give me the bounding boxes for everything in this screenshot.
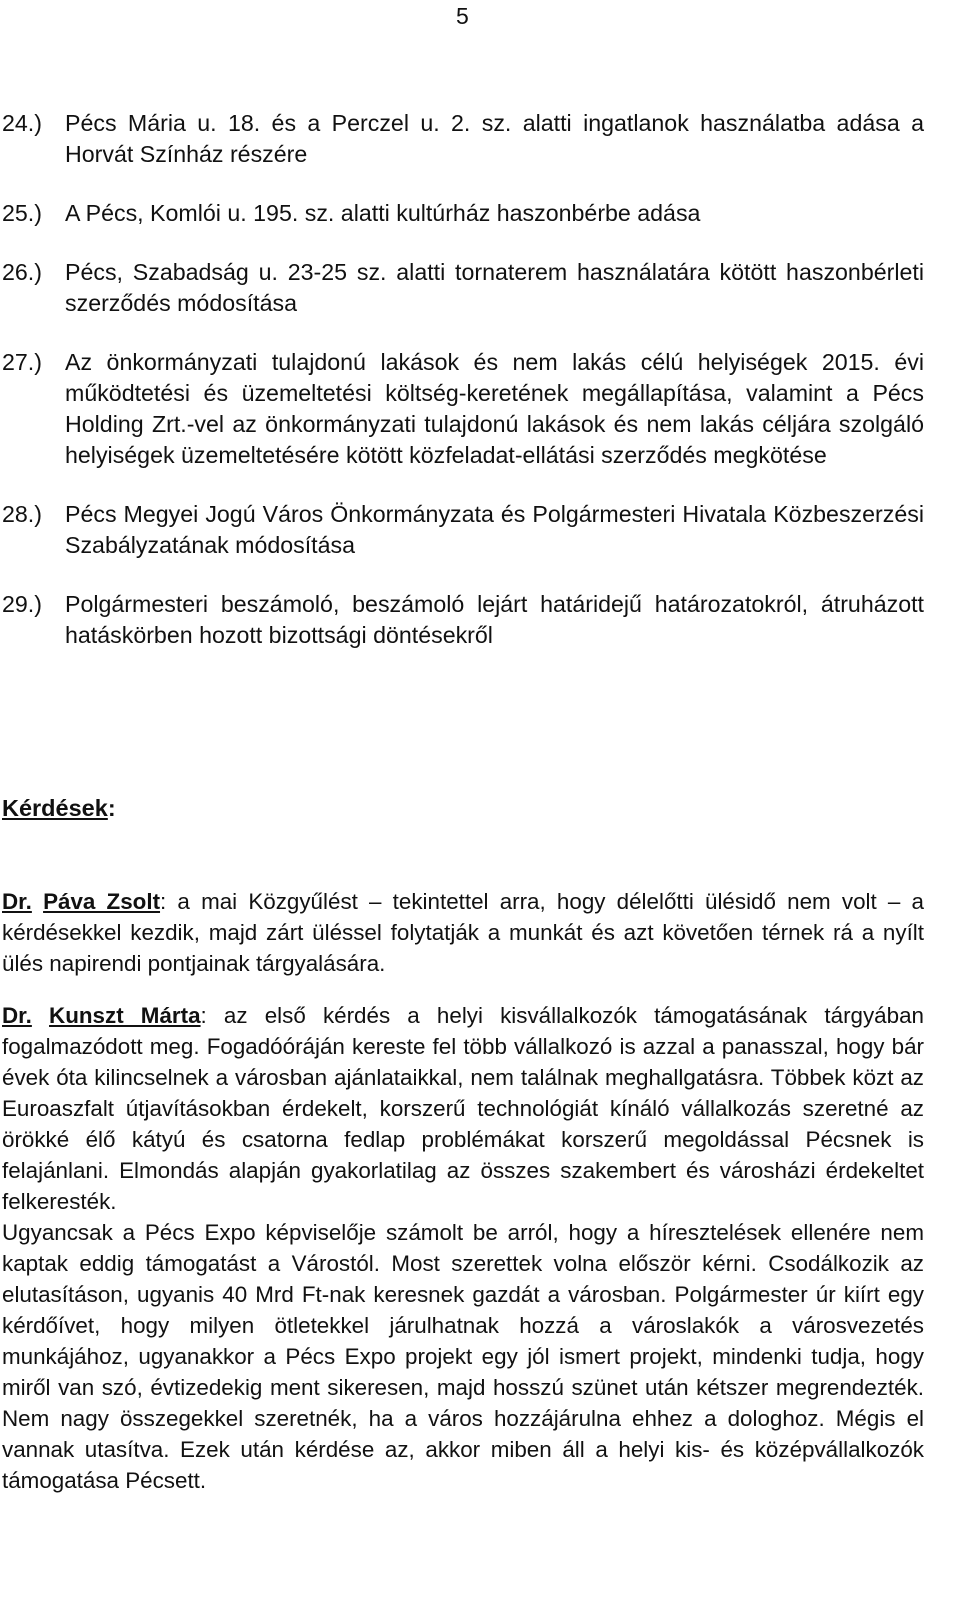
- agenda-item-text: A Pécs, Komlói u. 195. sz. alatti kultúrház haszonbérbe adása: [65, 200, 701, 226]
- agenda-item-text: Pécs Mária u. 18. és a Perczel u. 2. sz. alatti ingatlanok használatba adása a Horvát Színház részére: [65, 110, 924, 167]
- agenda-item: [2, 198, 924, 229]
- questions-heading-colon: :: [107, 795, 116, 821]
- paragraph-text: : az első kérdés a helyi kisvállalkozók támogatásának tárgyában fogalmazódott meg. Fogadóóráján kereste fel több vállalkozó is azzal a panasszal, hogy bár évek óta kilincselnek a városban ajánlataikkal, nem találnak meghallgatásra. Többek közt az Euroaszfalt útjavításokban érdekelt, korszerű technológiát kínáló vállalkozás szeretné az örökké élő kátyú és csatorna fedlap problémákat korszerű megoldással Pécsnek is felajánlani. Elmondás alapján gyakorlatilag az összes szakembert és városházi érdekeltet felkeresték.: [2, 1003, 924, 1214]
- agenda-item: [2, 257, 924, 319]
- agenda-list: [2, 108, 924, 679]
- speaker-name: Páva Zsolt: [43, 889, 161, 914]
- agenda-item-number: 28.): [2, 501, 42, 527]
- agenda-item-text: Az önkormányzati tulajdonú lakások és nem lakás célú helyiségek 2015. évi működtetési és üzemeltetési költség-keretének megállapítása, valamint a Pécs Holding Zrt.-vel az önkormányzati tulajdonú lakások és nem lakás céljára szolgáló helyiségek üzemeltetésére kötött közfeladat-ellátási szerződés megkötése: [65, 349, 924, 468]
- paragraph-continuation: Ugyancsak a Pécs Expo képviselője számolt be arról, hogy a híresztelések ellenére nem kaptak eddig támogatást a Várostól. Most szerettek volna először kérni. Csodálkozik az elutasításon, ugyanis 40 Mrd Ft-nak keresnek gazdát a városban. Polgármester úr kiírt egy kérdőívet, hogy milyen ötletekkel járulhatnak hozzá a városlakók a városvezetés munkájához, ugyanakkor a Pécs Expo projekt egy jól ismert projekt, mindenki tudja, hogy miről van szó, évtizedekig ment sikeresen, majd hosszú szünet után kétszer megrendezték. Nem nagy összegekkel szeretnék, ha a város hozzájárulna ehhez a dologhoz. Mégis el vannak utasítva. Ezek után kérdése az, akkor miben áll a helyi kis- és középvállalkozók támogatása Pécsett.: [2, 1220, 924, 1493]
- questions-heading-text: Kérdések: [2, 795, 108, 821]
- agenda-item-number: 25.): [2, 200, 42, 226]
- page-number: 5: [456, 3, 469, 29]
- agenda-item: [2, 589, 924, 651]
- paragraph-text: : a mai Közgyűlést – tekintettel arra, hogy délelőtti ülésidő nem volt – a kérdésekkel kezdik, majd zárt üléssel folytatják a munkát és azt követően térnek rá a nyílt ülés napirendi pontjainak tárgyalására.: [2, 889, 924, 976]
- minutes-body: [2, 886, 924, 1496]
- paragraph: [2, 886, 924, 979]
- paragraph: [2, 1000, 924, 1217]
- agenda-item-number: 27.): [2, 349, 42, 375]
- agenda-item-number: 24.): [2, 110, 42, 136]
- agenda-item: [2, 499, 924, 561]
- agenda-item-number: 26.): [2, 259, 42, 285]
- agenda-item-number: 29.): [2, 591, 42, 617]
- agenda-item-text: Pécs Megyei Jogú Város Önkormányzata és Polgármesteri Hivatala Közbeszerzési Szabályzatának módosítása: [65, 501, 924, 558]
- speaker-name: Kunszt Márta: [49, 1003, 201, 1028]
- questions-heading: [2, 793, 116, 823]
- agenda-item: [2, 347, 924, 471]
- agenda-item-text: Pécs, Szabadság u. 23-25 sz. alatti tornaterem használatára kötött haszonbérleti szerződés módosítása: [65, 259, 924, 316]
- agenda-item-text: Polgármesteri beszámoló, beszámoló lejárt határidejű határozatokról, átruházott hatáskörben hozott bizottsági döntésekről: [65, 591, 924, 648]
- speaker-prefix: Dr.: [2, 1003, 32, 1028]
- agenda-item: [2, 108, 924, 170]
- speaker-prefix: Dr.: [2, 889, 32, 914]
